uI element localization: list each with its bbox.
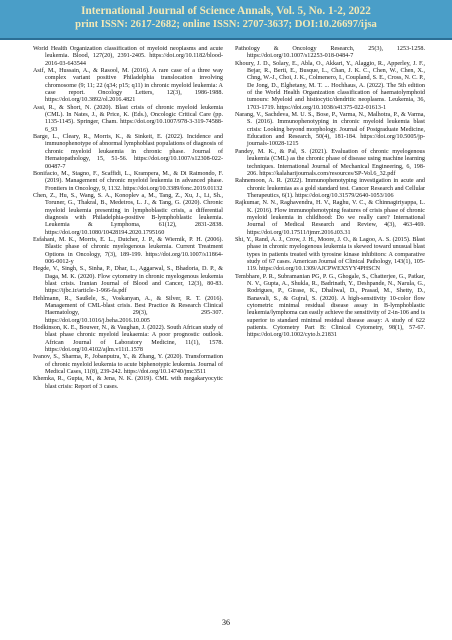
journal-title: International Journal of Science Annals, Vol. 5, No. 1-2, 2022	[81, 5, 371, 17]
journal-issn-doi: print ISSN: 2617-2682; online ISSN: 2707-3637; DOI:10.26697/ijsa	[75, 19, 377, 30]
reference-entry: Khoury, J. D., Solary, E., Abla, O., Akkari, Y., Alaggio, R., Apperley, J. F., Bejar, R., Berti, E., Busque, L., Chan, J. K. C., Chen, W., Chen, X., Chng, W.-J., Choi, J. K., Colmenero, I., Coupland, S. E., Cross, N. C. P., De Jong, D., Elghetany, M. T. ... Hochhaus, A. (2022). The 5th edition of the World Health Organization classification of haematolymphoid tumours: Myeloid and histiocytic/dendritic neoplasms. Leukemia, 36, 1703-1719. https://doi.org/10.1038/s41375-022-01613-1	[235, 60, 425, 111]
references-body	[33, 46, 425, 612]
reference-entry: Chen, Z., Hu, S., Wang, S. A., Konoplev a, M., Tang, Z., Xu, J., Li, Sh., Toruner, G., Thakral, B., Medeiros, L. J., & Tang, G. (2020). Chronic myeloid leukemia presenting in lymphoblastic crisis, a differential diagnosis with Philadelphia-positive B-lymphoblastic leukemia. Leukemia & Lymphoma, 61(12), 2831-2838. https://doi.org/10.1080/10428194.2020.1795160	[33, 192, 223, 236]
reference-entry: Ivanov, S., Sharma, P., Jobanputra, Y., & Zhang, Y. (2020). Transformation of chronic myeloid leukemia to acute biphenotypic leukemia. Journal of Medical Cases, 11(8), 239-242. https://doi.org/10.14740/jmc3511	[33, 354, 223, 376]
reference-entry: World Health Organization classification of myeloid neoplasms and acute leukemia. Blood, 127(20), 2391-2405. https://doi.org/10.1182/blood-2016-03-643544	[33, 46, 223, 67]
reference-entry: Narang, V., Sachdeva, M. U. S., Bose, P., Varma, N., Malhotra, P., & Varma, S. (2016). Immunophenotyping in chronic myeloid leukemia blast crisis: Looking beyond morphology. Journal of Postgraduate Medicine, Education and Research, 50(4), 181-184. https://doi.org/10.5005/jp-journals-10028-1215	[235, 112, 425, 148]
reference-entry: Esfahani, M. K., Morris, E. L., Dutcher, J. P., & Wiernik, P. H. (2006). Blastic phase of chronic myelogenous leukemia. Current Treatment Options in Oncology, 7(3), 189-199. https://doi.org/10.1007/s11864-006-0012-y	[33, 236, 223, 265]
reference-entry: Hehlmann, R., Saußele, S., Voskanyan, A., & Silver, R. T. (2016). Management of CML-blast crisis. Best Practice & Research Clinical Haematology, 29(3), 295-307. https://doi.org/10.1016/j.beha.2016.10.005	[33, 295, 223, 324]
page-number: 36	[222, 618, 230, 627]
reference-entry: Hegde, V., Singh, S., Sinha, P., Dhar, L., Aggarwal, S., Bhadoria, D. P., & Daga, M. K. (2020). Flow cytometry in chronic myelogenous leukemia blast crisis. Iranian Journal of Blood and Cancer, 12(3), 80-83. https://ijbc.ir/article-1-966-fa.pdf	[33, 266, 223, 295]
journal-header	[0, 0, 452, 40]
reference-entry: Rajkumar, N. N., Raghavendra, H. V., Raghu, V. C., & Chinnagiriyappa, L. K. (2016). Flow immunophenotyping features of crisis phase of chronic myeloid leukemia in childhood: Do we really care? International Journal of Medical Research and Review, 4(3), 463-469. https://doi.org/10.17511/ijmrr.2016.i03.31	[235, 200, 425, 236]
reference-entry: Hodkinson, K. E., Bouwer, N., & Vaughan, J. (2022). South African study of blast phase chronic myeloid leukaemia: A poor prognostic outlook. African Journal of Laboratory Medicine, 11(1), 1578. https://doi.org/10.4102/ajlm.v11i1.1578	[33, 325, 223, 354]
reference-entry: Rahnemoon, A. R. (2022). Immunophenotyping investigation in acute and chronic leukemias as a gold standard test. Cancer Research and Cellular Therapeutics, 6(1). https://doi.org/10.31579/2640-1053/106	[235, 178, 425, 199]
reference-entry: Tembhare, P. R., Subramanian PG, P. G., Ghogale, S., Chatterjee, G., Patkar, N. V., Gupta, A., Shukla, R., Badrinath, Y., Deshpande, N., Narula, G., Rodrigues, P., Girase, K., Dhaliwal, D., Prasad, M., Shetty, D., Banavali, S., & Gujral, S. (2020). A high-sensitivity 10-color flow cytometric minimal residual disease assay in B-lymphoblastic leukemia/lymphoma can easily achieve the sensitivity of 2-in-106 and is superior to standard minimal residual disease assay: A study of 622 patients. Cytometry Part B: Clinical Cytometry, 98(1), 57-67. https://doi.org/10.1002/cyto.b.21831	[235, 273, 425, 339]
reference-entry: Pathology & Oncology Research, 25(3), 1253-1258. https://doi.org/10.1007/s12253-018-0484-7	[235, 46, 425, 60]
reference-entry: Pandey, M. K., & Pal, S. (2021). Evaluation of chronic myelogenous leukemia (CML) as the chronic phase of disease using machine learning techniques. International Journal of Mechanical Engineering, 6, 198-206. https://kalaharijournals.com/resources/SP-Vol.6_32.pdf	[235, 148, 425, 177]
reference-entry: Barge, L., Cleary, R., Morris, K., & Sinkeit, E. (2022). Incidence and immunophenotype of abnormal lymphoblast populations of diagnosis of chronic myeloid leukaemia in chronic phase. Journal of Hematopathology, 15, 51-56. https://doi.org/10.1007/s12308-022-00487-7	[33, 134, 223, 170]
references-left-column	[33, 46, 223, 612]
reference-entry: Khemka, R., Gupta, M., & Jena, N. K. (2019). CML with megakaryocytic blast crisis: Report of 3 cases.	[33, 376, 223, 390]
reference-entry: Asif, M., Hussain, A., & Rasool, M. (2016). A rare case of a three way complex variant positive Philadelphia translocation involving chromosome (9; 11; 22 (q34; p15; q11) in chronic myeloid leukemia: A case report. Oncology Letters, 12(3), 1986-1988. https://doi.org/10.3892/ol.2016.4821	[33, 68, 223, 104]
reference-entry: Bonifacio, M., Stagno, F., Scaffidi, L., Krampera, M., & Di Raimondo, F. (2019). Management of chronic myeloid leukemia in advanced phase. Frontiers in Oncology, 9, 1132. https://doi.org/10.3389/fonc.2019.01132	[33, 170, 223, 192]
reference-entry: Shi, Y., Rand, A. J., Crow, J. H., Moore, J. O., & Lagoo, A. S. (2015). Blast phase in chronic myelogenous leukemia is skewed toward unusual blast types in patients treated with tyrosine kinase inhibitors: A comparative study of 67 cases. American Journal of Clinical Pathology, 143(1), 105-119. https://doi.org/10.1309/AJCPWEX5YY4PHSCN	[235, 236, 425, 273]
references-right-column	[235, 46, 425, 612]
reference-entry: Assi, R., & Short, N. (2020). Blast crisis of chronic myeloid leukemia (CML). In Nates, J., & Price, K. (Eds.), Oncologic Critical Care (pp. 1135-1145). Springer, Cham. https://doi.org/10.1007/978-3-319-74588-6_93	[33, 104, 223, 133]
